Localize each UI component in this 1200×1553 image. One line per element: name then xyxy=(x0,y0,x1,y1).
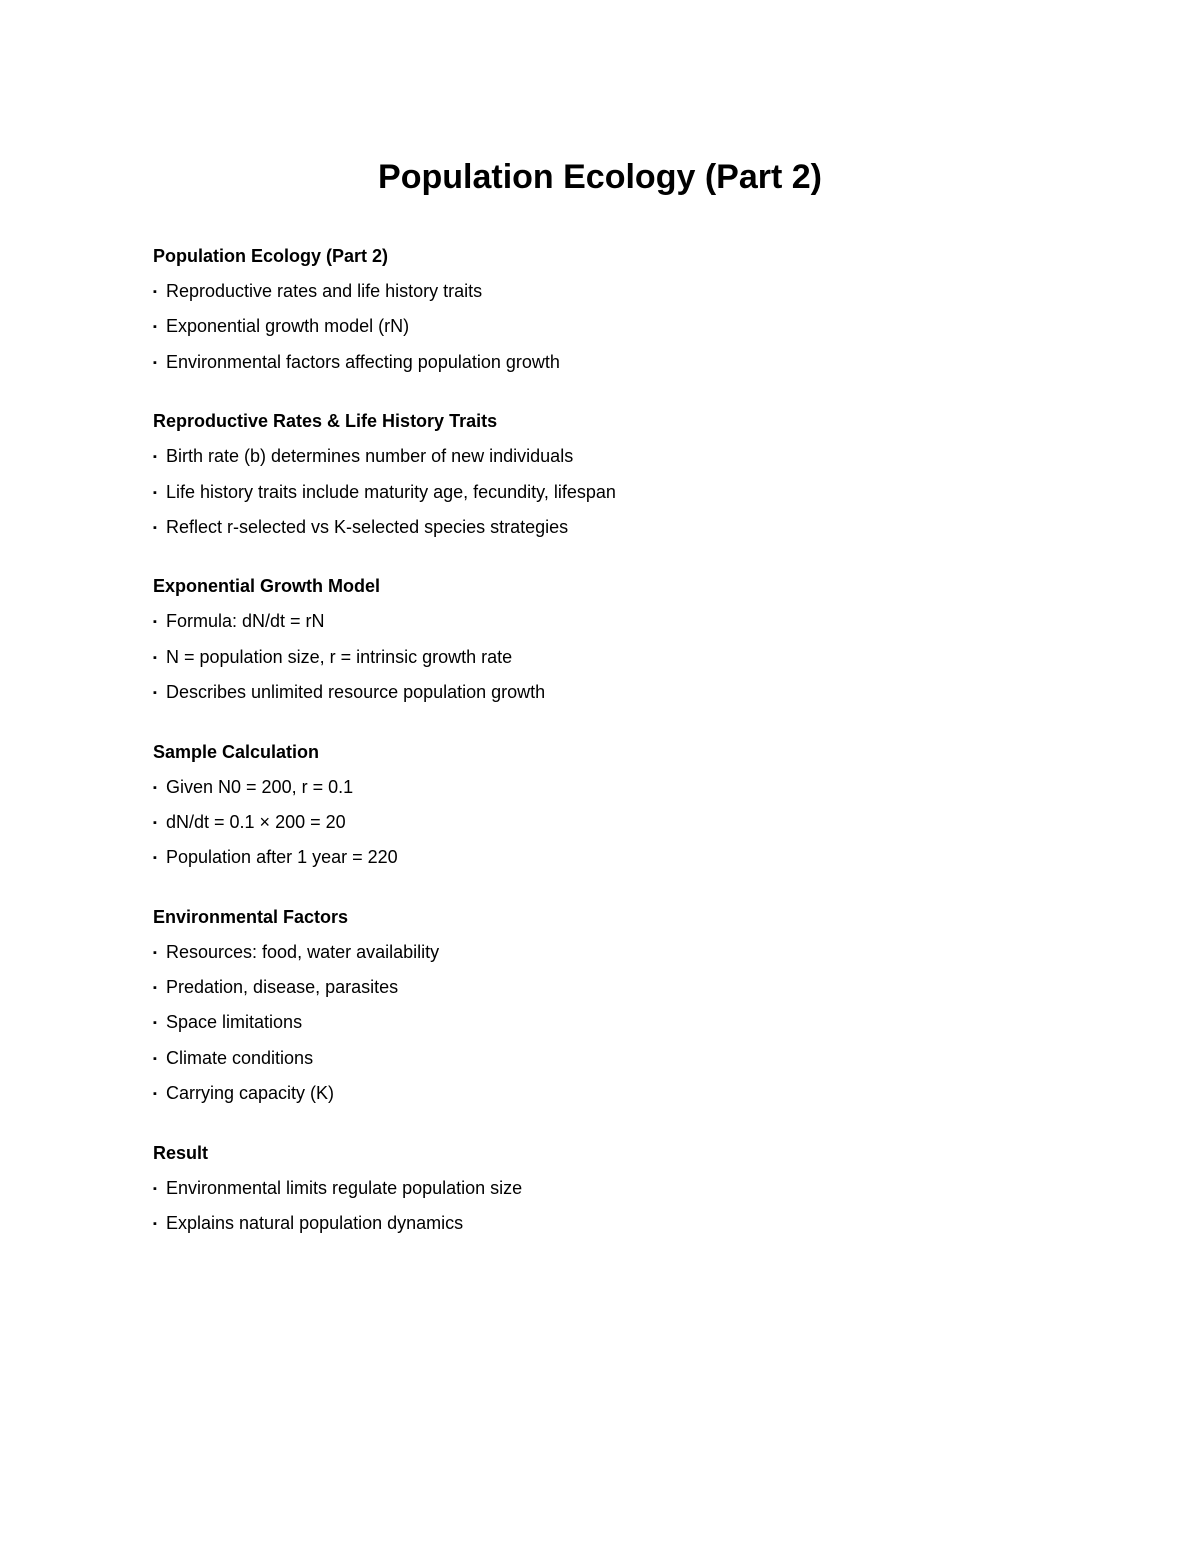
section-heading: Exponential Growth Model xyxy=(153,576,381,597)
bullet-list xyxy=(153,278,1053,384)
bullet-text: Space limitations xyxy=(166,1012,303,1033)
bullet-item xyxy=(153,1045,1053,1080)
bullet-text: Carrying capacity (K) xyxy=(166,1083,335,1104)
bullet-text: Describes unlimited resource population growth xyxy=(166,682,546,703)
bullet-icon: ▪ xyxy=(153,982,157,995)
section-heading: Result xyxy=(153,1142,209,1163)
bullet-item xyxy=(153,1210,1053,1245)
bullet-item xyxy=(153,608,1053,643)
bullet-text: Birth rate (b) determines number of new individuals xyxy=(166,446,574,467)
bullet-icon: ▪ xyxy=(153,1182,157,1195)
bullet-item xyxy=(153,443,1053,478)
bullet-item xyxy=(153,1009,1053,1044)
bullet-icon: ▪ xyxy=(153,286,157,298)
bullet-item xyxy=(153,974,1053,1009)
bullet-list xyxy=(153,939,1053,1116)
bullet-list xyxy=(153,608,1053,714)
bullet-icon: ▪ xyxy=(153,781,157,794)
bullet-icon: ▪ xyxy=(153,1088,157,1101)
bullet-icon: ▪ xyxy=(153,356,157,369)
bullet-text: Environmental limits regulate population size xyxy=(166,1177,523,1198)
bullet-list xyxy=(153,1175,1053,1246)
bullet-icon: ▪ xyxy=(153,1017,157,1030)
bullet-icon: ▪ xyxy=(153,486,157,499)
bullet-list xyxy=(153,443,1053,549)
bullet-item xyxy=(153,679,1053,714)
bullet-item xyxy=(153,809,1053,844)
bullet-icon: ▪ xyxy=(153,451,157,464)
section-heading: Reproductive Rates & Life History Traits xyxy=(153,411,498,432)
bullet-item xyxy=(153,514,1053,549)
bullet-icon: ▪ xyxy=(153,816,157,829)
bullet-text: Exponential growth model (rN) xyxy=(166,316,410,337)
bullet-text: Predation, disease, parasites xyxy=(166,977,399,998)
bullet-item xyxy=(153,349,1053,384)
bullet-text: Resources: food, water availability xyxy=(166,941,440,962)
document-title: Population Ecology (Part 2) xyxy=(378,158,822,196)
section-heading: Environmental Factors xyxy=(153,906,349,927)
bullet-text: Reproductive rates and life history traits xyxy=(166,281,483,301)
bullet-text: Reflect r-selected vs K-selected species strategies xyxy=(166,516,569,537)
bullet-text: N = population size, r = intrinsic growth rate xyxy=(166,646,513,667)
bullet-text: Formula: dN/dt = rN xyxy=(166,611,325,632)
bullet-item xyxy=(153,1080,1053,1115)
bullet-icon: ▪ xyxy=(153,946,157,959)
bullet-item xyxy=(153,278,1053,313)
section-heading: Population Ecology (Part 2) xyxy=(153,246,389,266)
section-heading: Sample Calculation xyxy=(153,741,320,762)
bullet-icon: ▪ xyxy=(153,687,157,700)
bullet-list xyxy=(153,774,1053,880)
bullet-icon: ▪ xyxy=(153,852,157,865)
bullet-icon: ▪ xyxy=(153,651,157,664)
bullet-icon: ▪ xyxy=(153,321,157,334)
bullet-item xyxy=(153,844,1053,879)
bullet-text: Population after 1 year = 220 xyxy=(166,847,398,868)
section xyxy=(153,1140,1053,1246)
bullet-text: Life history traits include maturity age, fecundity, lifespan xyxy=(166,481,616,502)
bullet-icon: ▪ xyxy=(153,521,157,534)
bullet-text: Climate conditions xyxy=(166,1047,314,1068)
bullet-text: dN/dt = 0.1 × 200 = 20 xyxy=(166,811,346,832)
bullet-item xyxy=(153,1175,1053,1210)
section xyxy=(153,739,1053,880)
bullet-icon: ▪ xyxy=(153,1052,157,1065)
section xyxy=(153,904,1053,1116)
bullet-icon: ▪ xyxy=(153,1218,157,1231)
section xyxy=(153,243,1053,384)
bullet-item xyxy=(153,644,1053,679)
bullet-icon: ▪ xyxy=(153,616,157,629)
section xyxy=(153,408,1053,549)
bullet-item xyxy=(153,479,1053,514)
bullet-item xyxy=(153,313,1053,348)
bullet-text: Explains natural population dynamics xyxy=(166,1213,464,1234)
bullet-text: Environmental factors affecting population growth xyxy=(166,351,560,372)
bullet-item xyxy=(153,774,1053,809)
section xyxy=(153,573,1053,714)
bullet-item xyxy=(153,939,1053,974)
document-content xyxy=(153,243,1053,1269)
bullet-text: Given N0 = 200, r = 0.1 xyxy=(166,776,354,797)
